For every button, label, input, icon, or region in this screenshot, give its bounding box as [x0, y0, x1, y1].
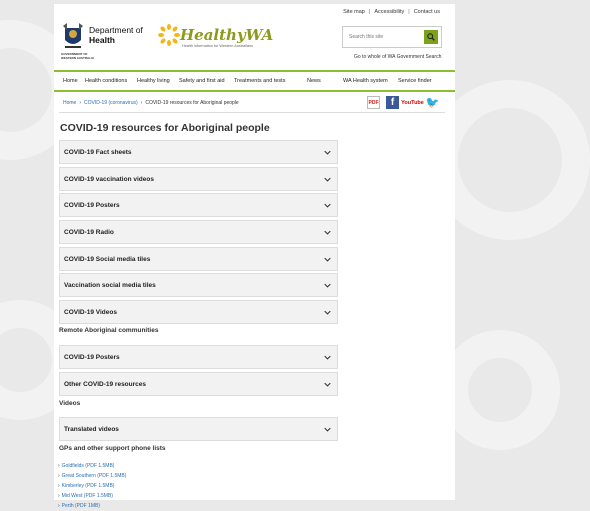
- contact-us-link[interactable]: Contact us: [413, 9, 440, 15]
- nav-healthy-living[interactable]: Healthy living: [137, 78, 170, 84]
- gov-line-1: GOVERNMENT OF: [61, 52, 88, 56]
- chevron-down-icon: [324, 202, 331, 209]
- list-item: [58, 471, 126, 481]
- pdf-icon[interactable]: PDF: [367, 96, 380, 109]
- government-text: [61, 53, 94, 60]
- dept-line-1: Department of: [89, 25, 143, 35]
- chevron-right-icon: ›: [58, 463, 60, 469]
- page-title: COVID-19 resources for Aboriginal people: [60, 122, 270, 134]
- search-input[interactable]: [346, 30, 424, 44]
- chevron-down-icon: [324, 354, 331, 361]
- healthywa-logo[interactable]: [158, 24, 274, 54]
- nav-service-finder[interactable]: Service finder: [398, 78, 432, 84]
- accordion-other-resources[interactable]: [59, 372, 338, 396]
- nav-safety-first-aid[interactable]: Safety and first aid: [179, 78, 225, 84]
- section-heading-remote: Remote Aboriginal communities: [59, 327, 159, 334]
- accordion-radio[interactable]: [59, 220, 338, 244]
- breadcrumb: [63, 100, 239, 106]
- accordion-label: Other COVID-19 resources: [64, 380, 147, 388]
- chevron-down-icon: [324, 149, 331, 156]
- wa-government-search-link[interactable]: Go to whole of WA Government Search: [354, 54, 442, 60]
- nav-home[interactable]: Home: [63, 78, 78, 84]
- chevron-right-icon: ›: [58, 493, 60, 499]
- utility-links: [343, 9, 440, 15]
- chevron-down-icon: [324, 176, 331, 183]
- accordion-label: Vaccination social media tiles: [64, 281, 156, 289]
- accordion-label: COVID-19 Radio: [64, 228, 114, 236]
- healthywa-tagline: Health information for Western Australians: [182, 44, 254, 48]
- page-container: [54, 4, 455, 509]
- gov-line-2: WESTERN AUSTRALIA: [61, 55, 95, 60]
- search-box: [342, 26, 442, 48]
- chevron-right-icon: ›: [58, 503, 60, 509]
- share-icons: [367, 96, 439, 109]
- section-heading-gps: GPs and other support phone lists: [59, 445, 166, 452]
- gp-link-perth[interactable]: Perth (PDF 1MB): [61, 503, 101, 509]
- chevron-down-icon: [324, 426, 331, 433]
- accessibility-link[interactable]: Accessibility: [374, 9, 405, 15]
- breadcrumb-covid[interactable]: COVID-19 (coronavirus): [84, 100, 138, 106]
- chevron-down-icon: [324, 256, 331, 263]
- department-name: [89, 25, 143, 45]
- chevron-down-icon: [324, 381, 331, 388]
- accordion-label: COVID-19 Posters: [64, 201, 120, 209]
- separator: |: [368, 9, 371, 15]
- breadcrumb-home[interactable]: Home: [63, 100, 77, 106]
- twitter-icon[interactable]: 🐦: [425, 97, 440, 109]
- nav-news[interactable]: News: [307, 78, 321, 84]
- list-item: [58, 501, 126, 511]
- accordion-social-media-tiles[interactable]: [59, 247, 338, 271]
- separator: |: [408, 9, 410, 15]
- gp-link-mid-west[interactable]: Mid West (PDF 1.5MB): [61, 493, 113, 499]
- accordion-translated-videos[interactable]: [59, 417, 338, 441]
- accordion-posters[interactable]: [59, 193, 338, 217]
- chevron-down-icon: [324, 229, 331, 236]
- search-icon: [427, 33, 435, 41]
- site-map-link[interactable]: Site map: [343, 9, 365, 15]
- divider: [59, 112, 445, 113]
- department-of-health-logo[interactable]: [61, 22, 151, 62]
- section-heading-videos: Videos: [59, 400, 81, 407]
- gp-link-kimberley[interactable]: Kimberley (PDF 1.5MB): [61, 483, 115, 489]
- gp-link-goldfields[interactable]: Goldfields (PDF 1.5MB): [61, 463, 115, 469]
- chevron-down-icon: [324, 309, 331, 316]
- search-button[interactable]: [424, 30, 438, 44]
- list-item: [58, 481, 126, 491]
- gp-link-great-southern[interactable]: Great Southern (PDF 1.5MB): [61, 473, 127, 479]
- accordion-fact-sheets[interactable]: [59, 140, 338, 164]
- accordion-vaccination-videos[interactable]: [59, 167, 338, 191]
- accordion-vaccination-tiles[interactable]: [59, 273, 338, 297]
- wa-crest-icon: [61, 22, 85, 52]
- chevron-right-icon: ›: [58, 473, 60, 479]
- facebook-icon[interactable]: f: [386, 96, 399, 109]
- chevron-right-icon: ›: [58, 483, 60, 489]
- accordion-label: COVID-19 Videos: [64, 308, 117, 316]
- list-item: [58, 461, 126, 471]
- chevron-right-icon: ›: [79, 100, 82, 106]
- youtube-icon[interactable]: YouTube: [401, 99, 424, 106]
- nav-treatments-tests[interactable]: Treatments and tests: [234, 78, 286, 84]
- healthywa-wordmark: HealthyWA: [180, 26, 274, 44]
- accordion-label: COVID-19 vaccination videos: [64, 175, 154, 183]
- chevron-down-icon: [324, 282, 331, 289]
- accordion-remote-posters[interactable]: [59, 345, 338, 369]
- sun-icon: [158, 24, 180, 46]
- nav-health-conditions[interactable]: Health conditions: [85, 78, 128, 84]
- background-swirl: [440, 330, 560, 450]
- nav-wa-health-system[interactable]: WA Health system: [343, 78, 388, 84]
- chevron-right-icon: ›: [140, 100, 143, 106]
- accordion-label: COVID-19 Posters: [64, 353, 120, 361]
- accordion-label: COVID-19 Social media tiles: [64, 255, 151, 263]
- gp-link-list: [58, 461, 126, 511]
- list-item: [58, 491, 126, 501]
- accordion-label: COVID-19 Fact sheets: [64, 148, 132, 156]
- breadcrumb-current: COVID-19 resources for Aboriginal people: [145, 100, 239, 106]
- dept-line-2: Health: [89, 35, 115, 45]
- main-nav: [54, 70, 455, 92]
- accordion-label: Translated videos: [64, 425, 119, 433]
- accordion-videos[interactable]: [59, 300, 338, 324]
